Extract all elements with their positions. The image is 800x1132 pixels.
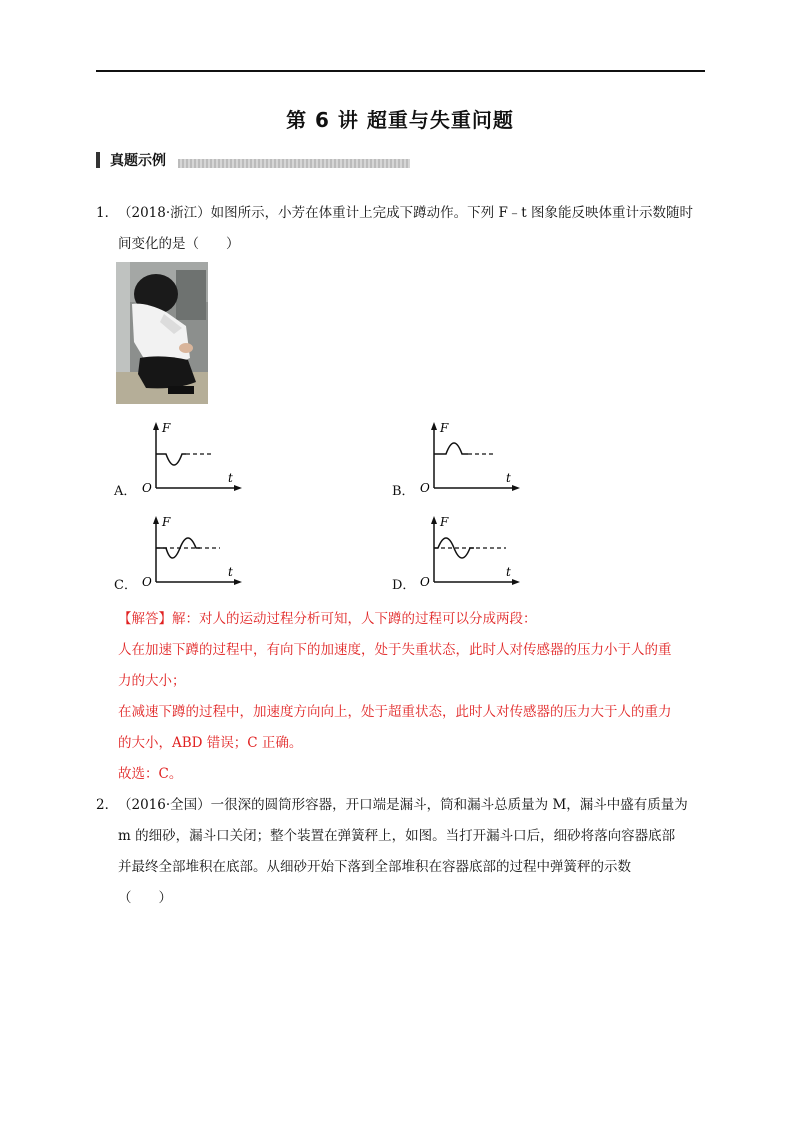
question-2-line-2: m 的细砂，漏斗口关闭；整个装置在弹簧秤上，如图。当打开漏斗口后，细砂将落向容器底部 [118,828,676,844]
question-2-line-3: 并最终全部堆积在底部。从细砂开始下落到全部堆积在容器底部的过程中弹簧秤的示数 [118,859,631,875]
top-rule [96,70,705,72]
question-1-text-1: （2018·浙江）如图所示，小芳在体重计上完成下蹲动作。下列 F﹣t 图象能反映体重计示数随时 [118,205,694,221]
axis-f-label: F [440,515,449,529]
option-c-label[interactable]: C． [114,578,137,593]
axis-t-label: t [506,565,511,579]
option-a-graph[interactable] [136,420,246,500]
axis-origin-label: O [142,481,152,495]
axis-t-label: t [228,471,233,485]
question-2-number: 2． [96,797,119,813]
section-header [96,150,410,170]
question-2-line-4: （ ） [118,890,172,906]
option-d-graph[interactable] [414,514,524,594]
question-2 [96,790,708,914]
answer-line-3: 力的大小； [118,673,186,689]
option-c-graph[interactable] [136,514,246,594]
answer-line-2: 人在加速下蹲的过程中，有向下的加速度，处于失重状态，此时人对传感器的压力小于人的重 [118,642,672,658]
option-b-label[interactable]: B． [392,484,415,499]
axis-origin-label: O [420,575,430,589]
axis-t-label: t [506,471,511,485]
answer-line-4: 在减速下蹲的过程中，加速度方向向上，处于超重状态，此时人对传感器的压力大于人的重力 [118,704,672,720]
axis-t-label: t [228,565,233,579]
axis-origin-label: O [142,575,152,589]
question-1-line-1 [96,198,708,229]
answer-line-5: 的大小，ABD 错误；C 正确。 [118,735,303,751]
question-1 [96,198,708,260]
axis-f-label: F [162,515,171,529]
section-bar [178,159,410,168]
answer-block [118,604,710,790]
question-1-number: 1． [96,205,119,221]
answer-line-6: 故选：C。 [118,766,183,782]
question-2-text-1: （2016·全国）一很深的圆筒形容器，开口端是漏斗，筒和漏斗总质量为 M，漏斗中盛有质量为 [118,797,688,813]
answer-line-1: 【解答】解：对人的运动过程分析可知，人下蹲的过程可以分成两段： [118,611,537,627]
axis-f-label: F [440,421,449,435]
question-2-line-1 [96,790,708,821]
axis-f-label: F [162,421,171,435]
option-d-label[interactable]: D． [392,578,416,593]
page-title: 第 6 讲 超重与失重问题 [286,108,514,132]
section-label: 真题示例 [110,153,166,169]
question-1-line-2: 间变化的是（ ） [118,236,240,252]
option-b-graph[interactable] [414,420,524,500]
option-a-label[interactable]: A． [114,484,137,499]
section-marker [96,152,100,168]
axis-origin-label: O [420,481,430,495]
squat-photo [116,262,208,404]
